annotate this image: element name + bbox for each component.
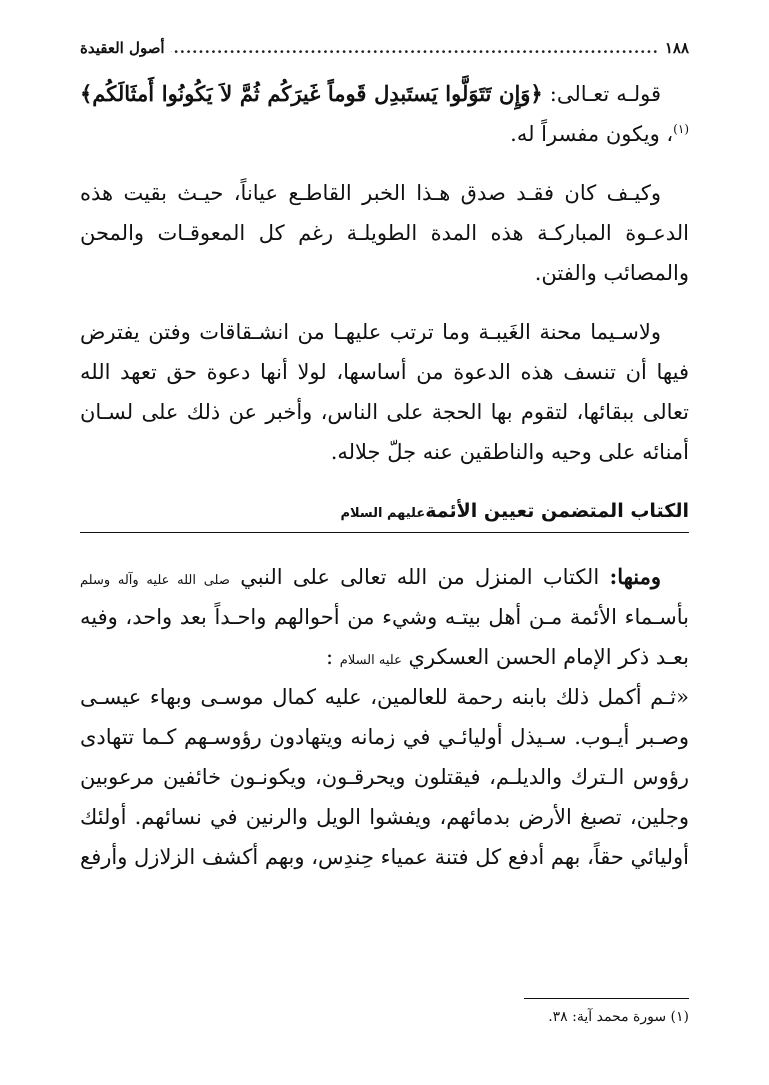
section-heading-text: الكتاب المتضمن تعيين الأئمة	[425, 500, 689, 522]
footnotes	[80, 998, 689, 1027]
citation-rest: ، ويكون مفسراً له.	[510, 122, 674, 146]
paragraph-lead: ومنها:	[609, 564, 661, 589]
paragraph-gap	[80, 293, 689, 312]
citation-intro: قولـه تعـالى:	[542, 82, 661, 106]
paragraph-quran-citation	[80, 74, 689, 154]
quran-verse: ﴿وَإِن تَتَوَلَّوا يَستَبدِل قَوماً غَيرَكُم ثُمَّ لاَ يَكُونُوا أَمثَالَكُم﴾	[80, 81, 543, 106]
text-part-c: :	[326, 645, 340, 669]
paragraph-revealed-book	[80, 557, 689, 677]
page-number: ١٨٨	[664, 39, 689, 57]
text-part-b: بأسـماء الأئمة مـن أهل بيتـه وشيء من أحوالهم واحـداً بعد واحد، وفيه بعـد ذكر الإمام الحسن العسكري	[80, 605, 689, 669]
honorific-ligature: عليه السلام	[339, 653, 402, 668]
text-part-a: الكتاب المنزل من الله تعالى على النبي	[229, 565, 610, 589]
paragraph-quotation: «ثـم أكمل ذلك بابنه رحمة للعالمين، عليه كمال موسـى وبهاء عيسـى وصـبر أيـوب. سـيذل أوليائـي في زمانه ويتهادون رؤوسـهم كـما تتهادى رؤوس الـترك والديلـم، فيقتلون ويحرقـون، ويكونـون خائفين مرعوبين وجلين، تصبغ الأرض بدمائهم، ويفشوا الويل والرنين في نسائهم. أولئك أوليائي حقاً، بهم أدفع كل فتنة عمياء حِندِس، وبهم أكشف الزلازل وأرفع	[80, 685, 689, 869]
body-text	[80, 74, 689, 877]
footnote-divider	[524, 998, 689, 999]
section-heading	[80, 494, 689, 533]
paragraph-gap	[80, 154, 689, 173]
running-header	[80, 36, 689, 60]
page	[80, 0, 689, 1085]
honorific-ligature: عليهم السلام	[340, 506, 426, 521]
paragraph-occultation: ولاسـيما محنة الغَيبـة وما ترتب عليهـا من انشـقاقات وفتن يفترض فيها أن تنسف هذه الدعوة من أساسها، لولا أنها دعوة حق تعهد الله تعالى ببقائها، لتقوم بها الحجة على الناس، وأخبر عن ذلك على لسـان أمنائه على وحيه والناطقين عنه جلّ جلاله.	[80, 320, 689, 464]
header-leader-dots	[171, 39, 659, 57]
footnote-ref[interactable]: (١)	[673, 122, 689, 136]
footnote-text: (١) سورة محمد آية: ٣٨.	[548, 1009, 689, 1025]
book-title: أصول العقيدة	[80, 39, 165, 57]
paragraph-prophecy-fulfilled: وكيـف كان فقـد صدق هـذا الخبر القاطـع عياناً، حيـث بقيت هذه الدعـوة المباركـة هذه المدة الطويلـة رغم كل المعوقـات والمحن والمصائب والفتن.	[80, 181, 689, 285]
honorific-ligature: صلى الله عليه وآله وسلم	[80, 573, 230, 588]
